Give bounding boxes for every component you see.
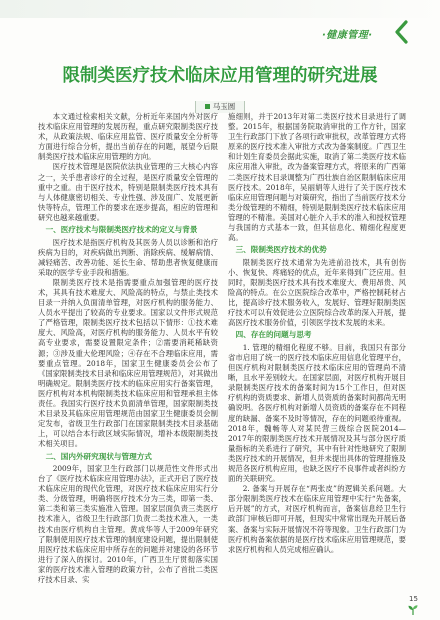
right-column	[228, 112, 406, 606]
paragraph: 限制类医疗技术通常为先进前沿技术，具有创伤小、恢复快、疼痛轻的优点，近年来得到广泛应用。但同时，限制类医疗技术具有技术难度大、费用昂贵、风险高的特点。在公立医院综合改革中，严格控制耗材占比，提高诊疗技术服务收入，发展好、管理好限制类医疗技术可以有效促进公立医院综合改革的深入开展，提高医疗技术服务价值，引领医学技术发展的未来。	[228, 257, 406, 328]
left-column	[38, 112, 218, 606]
section-heading: 三、限制类医疗技术的优势	[235, 245, 327, 255]
section-heading: 一、医疗技术与限制类医疗技术的定义与背景	[45, 225, 198, 235]
paragraph: 医疗技术是指医疗机构及其医务人员以诊断和治疗疾病为目的，对疾病做出判断、消除疾病、缓解病情、减轻痛苦、改善功能、延长生命、帮助患者恢复健康而采取的医学专业手段和措施。	[38, 237, 218, 277]
paragraph: 2009年，国家卫生行政部门以规范性文件形式出台了《医疗技术临床应用管理办法》，正式开启了医疗技术临床应用的现代化管理，对医疗技术临床应用实行分类、分级管理，明确将医疗技术分为三类，即第一类、第二类和第三类实施准入管理。国家层面负责三类医疗技术准入，省级卫生行政部门负责二类技术准入，一类技术由医疗机构自主管理。黄成华等人于2009年研究了限制使用医疗技术管理的制度建设问题，提出限制使用医疗技术临床应用中所存在的问题并对建设的各环节进行了深入的探讨。2010年，广西卫生厅贯彻落实国家的医疗技术准入管理的政策方针，公布了首批二类医疗技术目录、实	[38, 464, 218, 585]
paragraph: 医疗技术管理是医院依法执业管理的三大核心内容之一，关乎患者诊疗的全过程，是医疗质量安全管理的重中之重。由于医疗技术，特别是限制类医疗技术具有与人体健康密切相关、专业性强、涉及面广、发展更新快等特点，管理工作的要求在逐步提高，相应的管理和研究也越来越重要。	[38, 162, 218, 222]
paragraph-continuation: 施细则，并于2013年对第二类医疗技术目录进行了调整。2015年，根据国务院取消审批的工作方针，国家卫生行政部门下放了各项行政审批权，改革管理方式将原来的医疗技术准入审批方式改为备案制度。广西卫生和计划生育委员会据此实施，取消了第二类医疗技术临床应用准入审批，改为备案管理方式，将原来的广西第二类医疗技术目录调整为广西壮族自治区限制临床应用医疗技术。2018年，吴丽娟等人进行了关于医疗技术临床应用管理问题与对策研究，指出了当前医疗技术分类分级管理的不精细，特别是限制类医疗技术临床应用管理的不精准。美国对心脏介入手术的准入和授权管理与我国的方式基本一致，但其信息化、精细化程度更高。	[228, 112, 406, 243]
section-tag: ·健康管理·	[322, 30, 373, 41]
article-title: 限制类医疗技术临床应用管理的研究进展	[62, 66, 378, 86]
author-line	[0, 94, 440, 113]
page-number: 15	[409, 595, 418, 603]
section-heading: 二、国内外研究现状与管理方式	[45, 451, 152, 461]
author-square-icon	[205, 104, 210, 109]
paragraph: 1. 管理的精细化程度不够。目前，我国只有部分省市启用了统一的医疗技术临床应用信息化管理平台，但医疗机构对限制类医疗技术临床应用的管理尚不清晰，且水平差别较大。在国家层面，对医疗机构开展目录限制类医疗技术的备案时间为15个工作日，但对医疗机构的资质要求、新增人员资质的备案时间都尚无明确说明。各医疗机构对新增人员资质的备案存在不同程度的缺漏、备案不及时等情况，存在的问题亟待重视。2018年，魏畅等人对某民营三级综合医院2014—2017年的限制类医疗技术开展情况及其与部分医疗质量指标的关系进行了研究，其中有针对性地研究了限制类医疗技术的开展情况，但并未提出具体的管理措施及规范各医疗机构应用，也缺乏医疗不良事件或者纠纷方面的关联研究。	[228, 342, 406, 484]
paragraph: 2. 备案与开展存在“两张皮”的逻辑关系问题。大部分限制类医疗技术在临床应用管理中实行“先备案，后开展”的方式，对医疗机构而言，备案信息经卫生行政部门审核后即可开展，但现实中常常出现先开展后备案、备案与实际开展情况不符等现象。卫生行政部门为医疗机构备案依据的是医疗技术临床应用管理规范，要求医疗机构和人员完成相应确认。	[228, 484, 406, 554]
header-band	[0, 0, 440, 18]
sprout-icon	[407, 604, 419, 616]
section-heading: 四、存在的问题与思考	[235, 330, 312, 340]
paragraph: 限制类医疗技术是指需要重点加强管理的医疗技术，其具有技术难度大、风险高的特点，与禁止类技术目录一并纳入负面清单管理，对医疗机构的服务能力、人员水平提出了较高的专业要求。国家以文件形式规范了严格管理，限制类医疗技术包括以下情形：①技术难度大、风险高，对医疗机构的服务能力、人员水平有较高专业要求，需要设置限定条件；②需要消耗稀缺资源；③涉及重大伦理风险；④存在不合理临床应用，需要重点管理。2018年，国家卫生健康委员会公布了《国家限制类技术目录和临床应用管理规范》，对其做出明确规定。限制类医疗技术的临床应用实行备案管理，医疗机构对本机构限制类技术临床应用和管理承担主体责任。我国实行医疗技术负面清单管理，国家限制类技术目录及其临床应用管理规范由国家卫生健康委员会制定发布，省级卫生行政部门在国家限制类技术目录基础上，可以结合本行政区域实际情况，增补本级限制类技术相关项目。	[38, 277, 218, 449]
chevron-left-icon	[393, 20, 409, 44]
author-name: 马玉圆	[212, 101, 236, 111]
paragraph: 本文通过检索相关文献，分析近年来国内外对医疗技术临床应用管理的发展历程，重点研究限制类医疗技术，从政策法规、临床应用监管、医疗质量安全分析等方面进行综合分析，提出当前存在的问题，展望今后限制类医疗技术临床应用管理的方向。	[38, 112, 218, 162]
author-box	[195, 101, 246, 113]
